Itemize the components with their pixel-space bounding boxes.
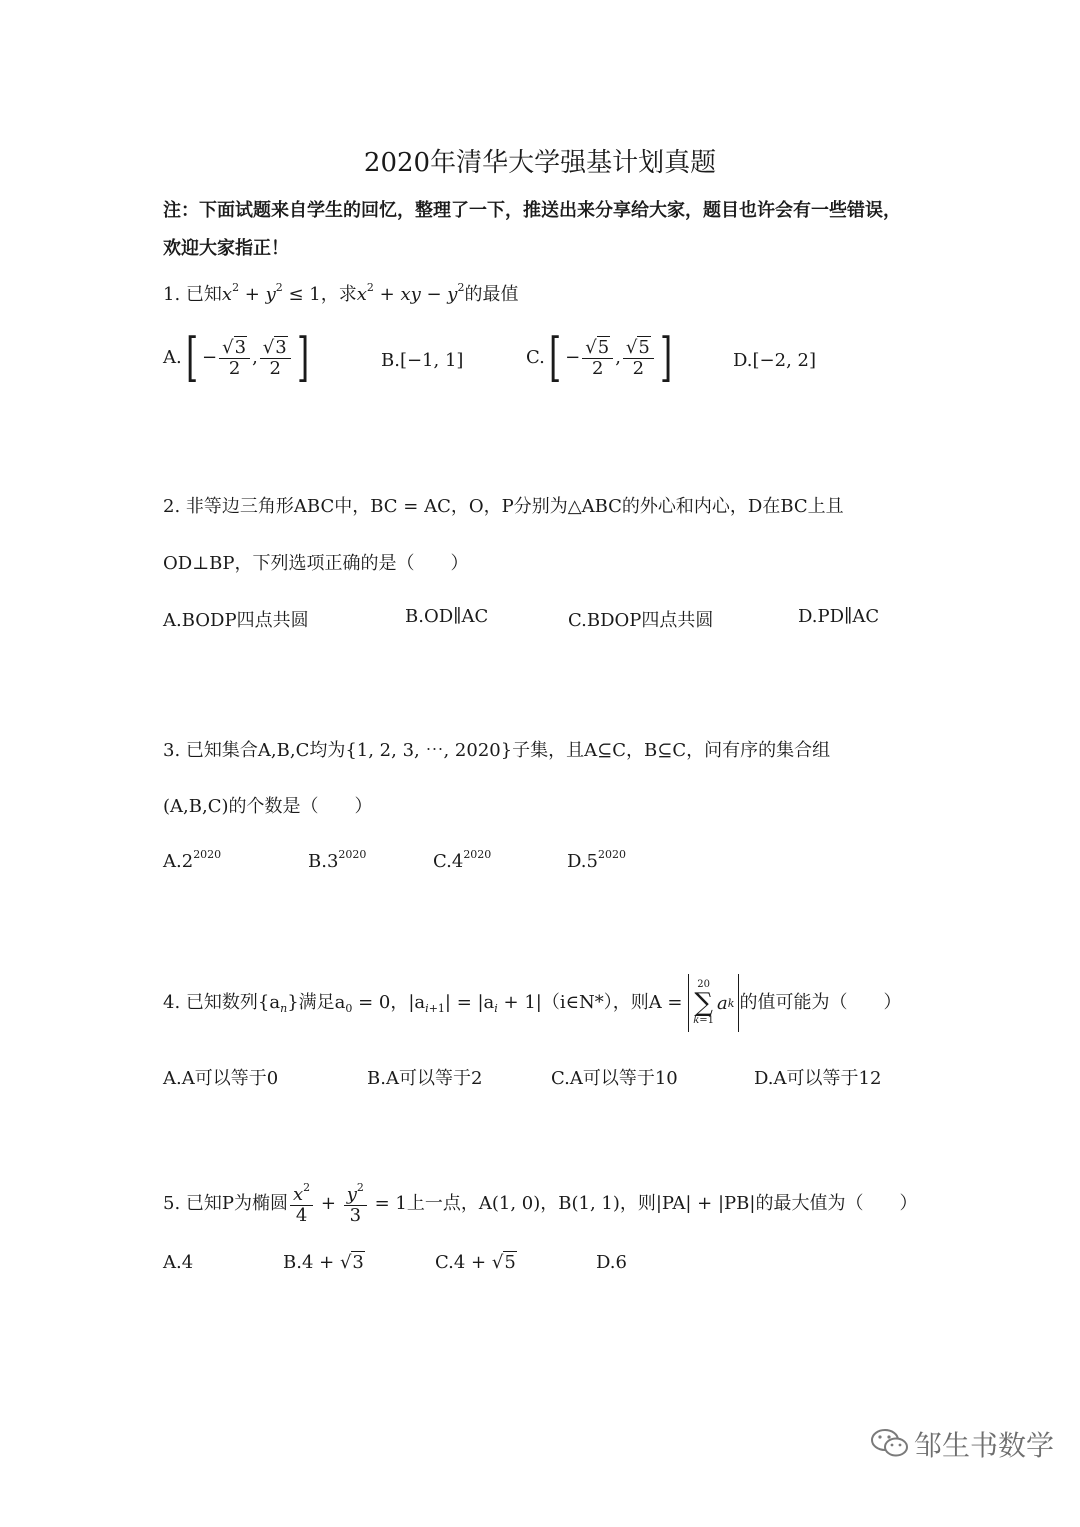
q5-option-d: D.6 [596, 1252, 627, 1273]
q5-option-b: B.4 + √3 [283, 1252, 364, 1273]
q2-option-a: A.BODP四点共圆 [163, 610, 309, 631]
q4-option-c: C.A可以等于10 [551, 1068, 678, 1089]
page-title: 2020年清华大学强基计划真题 [363, 148, 717, 178]
question-2-line-1: 2. 非等边三角形ABC中，BC = AC，O，P分别为△ABC的外心和内心，D在BC上且 [163, 496, 844, 517]
wechat-icon [870, 1426, 910, 1460]
q2-option-b: B.OD∥AC [405, 606, 489, 627]
question-1: 1. 已知$x^2 + y^2 \le 1$，求$x^2$ + xy − $y^2$的最值 [163, 281, 519, 305]
q1-option-d: D.[−2, 2] [733, 350, 816, 371]
question-3-line-2: (A,B,C)的个数是（ ） [163, 796, 373, 817]
q3-option-d: $D.5^{2020}$ [567, 848, 626, 872]
question-2-line-2: OD⊥BP，下列选项正确的是（ ） [163, 553, 469, 574]
note-line-2: 欢迎大家指正！ [163, 238, 289, 259]
question-4: 4. 已知数列$\{a_n\}$满足$a_0 = 0$，$|a_{i+1}| = |a_i$ + 1|（i∈N*），则A = 20 ∑ k=1 a k 的值可能为（ ） [163, 974, 901, 1032]
q1-option-c: C.[ − $\frac{√5}{2}$ , $\frac{√5}{2}$ ] [526, 328, 673, 388]
q4-option-d: D.A可以等于12 [754, 1068, 882, 1089]
q2-option-c: C.BDOP四点共圆 [568, 610, 714, 631]
q3-option-b: $B.3^{2020}$ [308, 848, 367, 872]
q4-option-a: A.A可以等于0 [163, 1068, 279, 1089]
q4-option-b: B.A可以等于2 [367, 1068, 483, 1089]
q5-option-a: A.4 [163, 1252, 194, 1273]
q2-option-d: D.PD∥AC [798, 606, 880, 627]
note-line-1: 注：下面试题来自学生的回忆，整理了一下，推送出来分享给大家，题目也许会有一些错误， [163, 200, 901, 221]
q3-option-c: $C.4^{2020}$ [433, 848, 492, 872]
watermark-text: 邹生书数学 [914, 1429, 1055, 1462]
q1-option-b: B.[−1, 1] [381, 350, 464, 371]
q5-option-c: C.4 + √5 [435, 1252, 516, 1273]
q3-option-a: $A.2^{2020}$ [163, 848, 222, 872]
q1-option-a: A.[ − $\frac{√3}{2}$ , $\frac{√3}{2}$ ] [163, 328, 309, 388]
question-3-line-1: 3. 已知集合A,B,C均为{1, 2, 3, ⋯, 2020}子集，且A⊆C，B⊆C，问有序的集合组 [163, 740, 831, 761]
question-5: 5. 已知P为椭圆 $\frac{x^2}{4}$ + $\frac{y^2}{3}$ = 1上一点，A(1, 0)，B(1, 1)，则|PA| + |PB|的最大值为（ ） [163, 1181, 918, 1226]
